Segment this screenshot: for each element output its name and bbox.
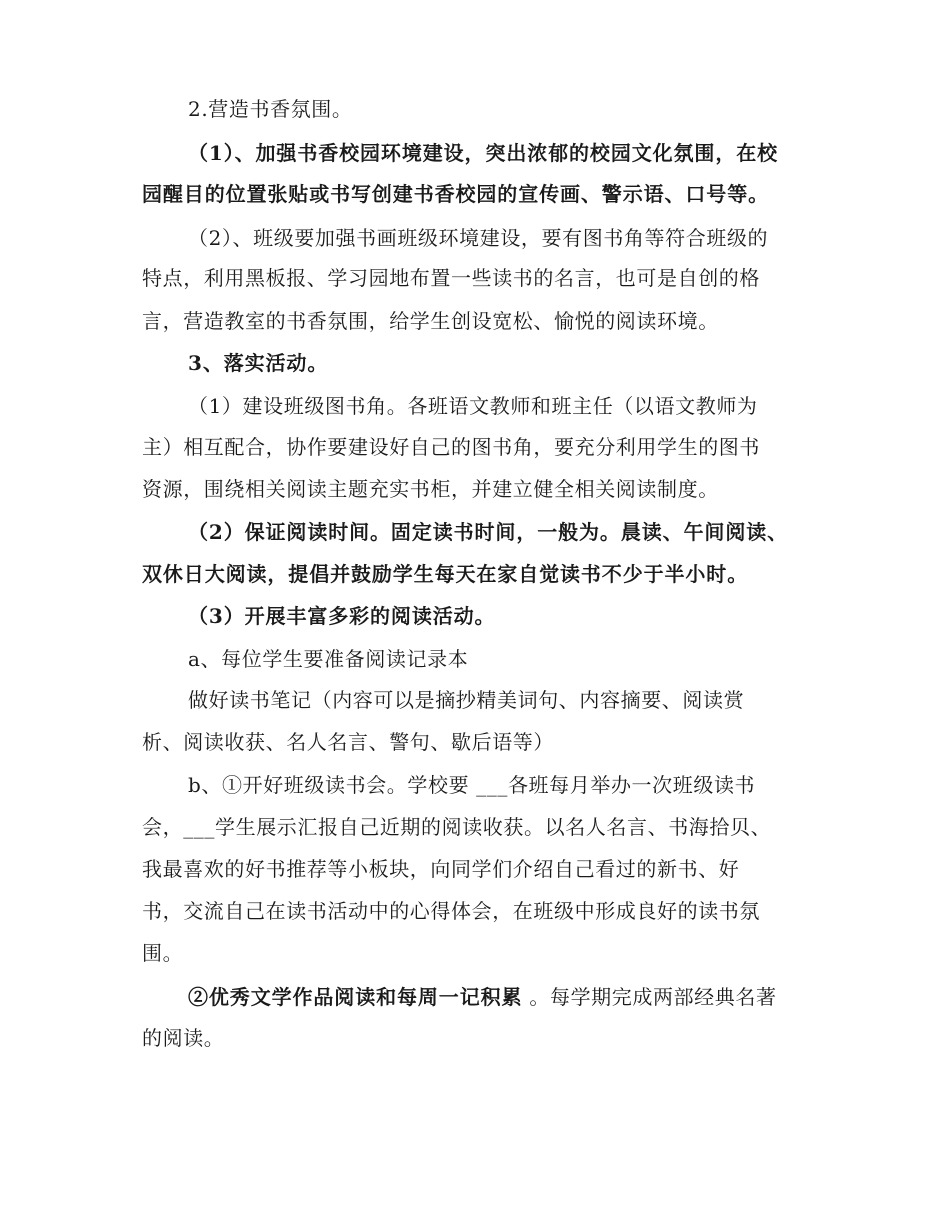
paragraph-line: a、每位学生要准备阅读记录本 <box>188 647 469 671</box>
subheading: （3）开展丰富多彩的阅读活动。 <box>188 604 496 628</box>
paragraph-line: 资源，围绕相关阅读主题充实书柜，并建立健全相关阅读制度。 <box>142 477 719 501</box>
paragraph-line: b、①开好班级读书会。学校要 ___各班每月举办一次班级读书 <box>188 773 756 797</box>
paragraph-line: 书，交流自己在读书活动中的心得体会，在班级中形成良好的读书氛 <box>142 899 760 923</box>
paragraph-line: 双休日大阅读，提倡并鼓励学生每天在家自觉读书不少于半小时。 <box>142 562 749 586</box>
heading-3: 3、落实活动。 <box>188 351 329 375</box>
paragraph-line: 特点，利用黑板报、学习园地布置一些读书的名言，也可是自创的格 <box>142 266 760 290</box>
bold-run: ②优秀文学作品阅读和每周一记积累 <box>188 985 523 1009</box>
paragraph-line: 言，营造教室的书香氛围，给学生创设宽松、愉悦的阅读环境。 <box>142 309 719 333</box>
paragraph-line: 我最喜欢的好书推荐等小板块，向同学们介绍自己看过的新书、好 <box>142 857 740 881</box>
paragraph-line: （1）、加强书香校园环境建设，突出浓郁的校园文化氛围，在校 <box>188 141 779 165</box>
paragraph-line: 的阅读。 <box>142 1026 225 1050</box>
paragraph-line: （2）、班级要加强书画班级环境建设，要有图书角等符合班级的 <box>188 226 769 250</box>
paragraph-line: 园醒目的位置张贴或书写创建书香校园的宣传画、警示语、口号等。 <box>142 182 769 206</box>
paragraph-line: 析、阅读收获、名人名言、警句、歇后语等） <box>142 730 554 754</box>
mixed-line <box>188 985 777 1009</box>
paragraph-line: （1）建设班级图书角。各班语文教师和班主任（以语文教师为 <box>188 394 758 418</box>
normal-run: 。每学期完成两部经典名著 <box>522 985 777 1009</box>
paragraph-line: 会，___学生展示汇报自己近期的阅读收获。以名人名言、书海拾贝、 <box>142 815 772 839</box>
paragraph-line: 围。 <box>142 941 184 965</box>
paragraph-line: （2）保证阅读时间。固定读书时间，一般为。晨读、午间阅读、 <box>188 520 789 544</box>
heading-2: 2.营造书香氛围。 <box>188 97 353 121</box>
paragraph-line: 主）相互配合，协作要建设好自己的图书角，要充分利用学生的图书 <box>142 435 760 459</box>
paragraph-line: 做好读书笔记（内容可以是摘抄精美词句、内容摘要、阅读赏 <box>188 688 745 712</box>
